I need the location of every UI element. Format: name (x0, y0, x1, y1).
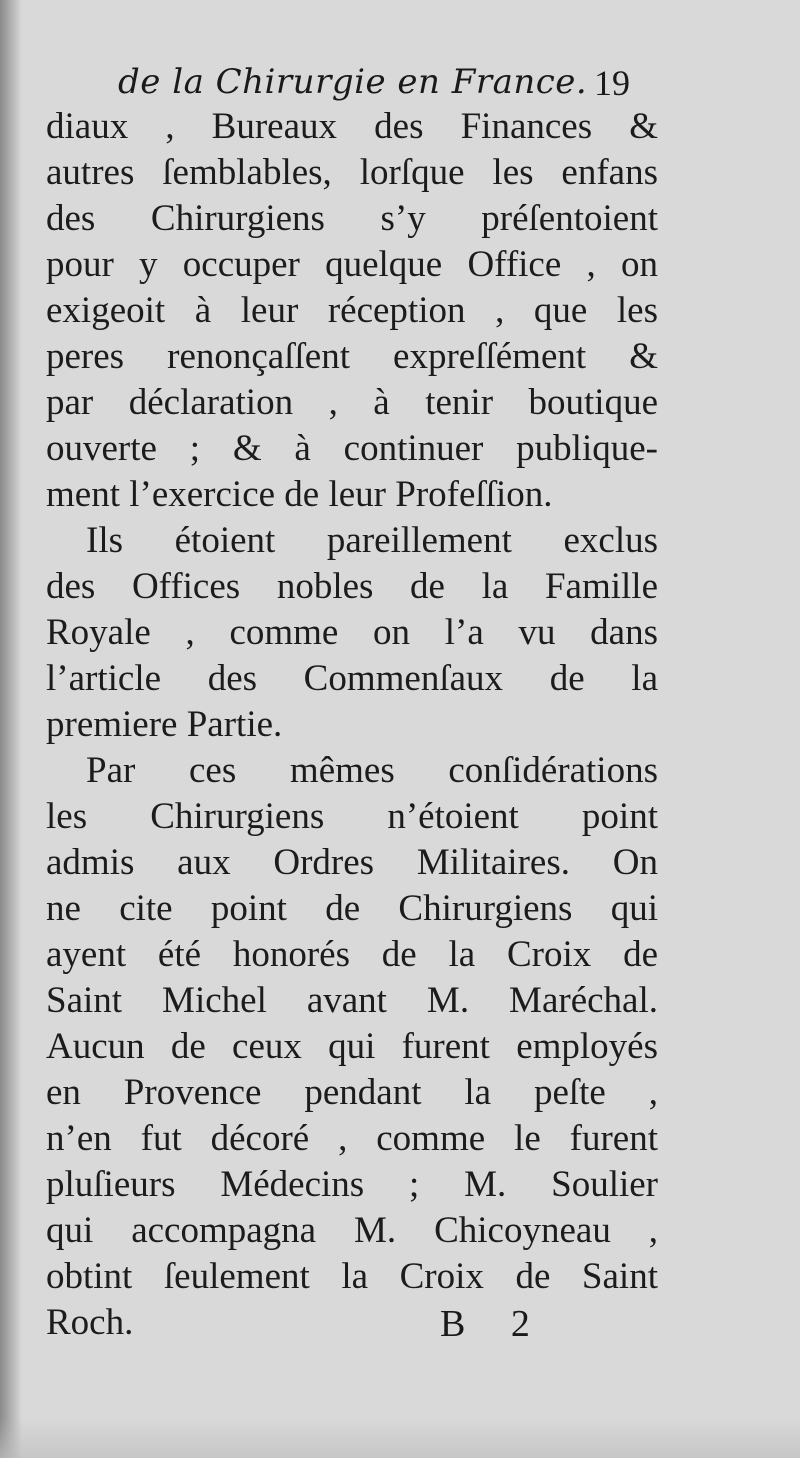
text-line: n’en fut décoré , comme le furent (46, 1118, 658, 1159)
text-line: diaux , Bureaux des Finances & (46, 106, 658, 147)
text-line: l’article des Commenſaux de la (46, 658, 658, 699)
running-title: de la Chirurgie en France. (118, 62, 588, 102)
text-line: qui accompagna M. Chicoyneau , (46, 1210, 658, 1251)
signature-mark: B 2 (440, 1303, 548, 1345)
text-line: des Offices nobles de la Famille (46, 566, 658, 607)
text-line: autres ſemblables, lorſque les enfans (46, 152, 658, 193)
text-line: en Provence pendant la peſte , (46, 1072, 658, 1113)
text-line: exigeoit à leur réception , que les (46, 290, 658, 331)
text-line: Par ces mêmes conſidérations (86, 750, 658, 791)
text-line: peres renonçaſſent expreſſément & (46, 336, 658, 377)
text-line: pluſieurs Médecins ; M. Soulier (46, 1164, 658, 1205)
page-number: 19 (594, 63, 630, 103)
text-line: Ils étoient pareillement exclus (86, 520, 658, 561)
body-text (46, 104, 658, 1346)
text-line: obtint ſeulement la Croix de Saint (46, 1256, 658, 1297)
text-line: Royale , comme on l’a vu dans (46, 612, 658, 653)
text-line: Saint Michel avant M. Maréchal. (46, 980, 658, 1021)
text-line: Aucun de ceux qui furent employés (46, 1026, 658, 1067)
bottom-shade (0, 1418, 800, 1458)
text-line: Roch. (46, 1302, 134, 1343)
text-line: par déclaration , à tenir boutique (46, 382, 658, 423)
text-line: ment l’exercice de leur Profeſſion. (46, 474, 553, 515)
text-line: ne cite point de Chirurgiens qui (46, 888, 658, 929)
text-line: ouverte ; & à continuer publique- (46, 428, 658, 469)
text-line: les Chirurgiens n’étoient point (46, 796, 658, 837)
text-line: premiere Partie. (46, 704, 283, 745)
text-line: des Chirurgiens s’y préſentoient (46, 198, 658, 239)
text-line: pour y occuper quelque Office , on (46, 244, 658, 285)
text-line: admis aux Ordres Militaires. On (46, 842, 658, 883)
text-line: ayent été honorés de la Croix de (46, 934, 658, 975)
gutter-shadow (0, 0, 22, 1458)
